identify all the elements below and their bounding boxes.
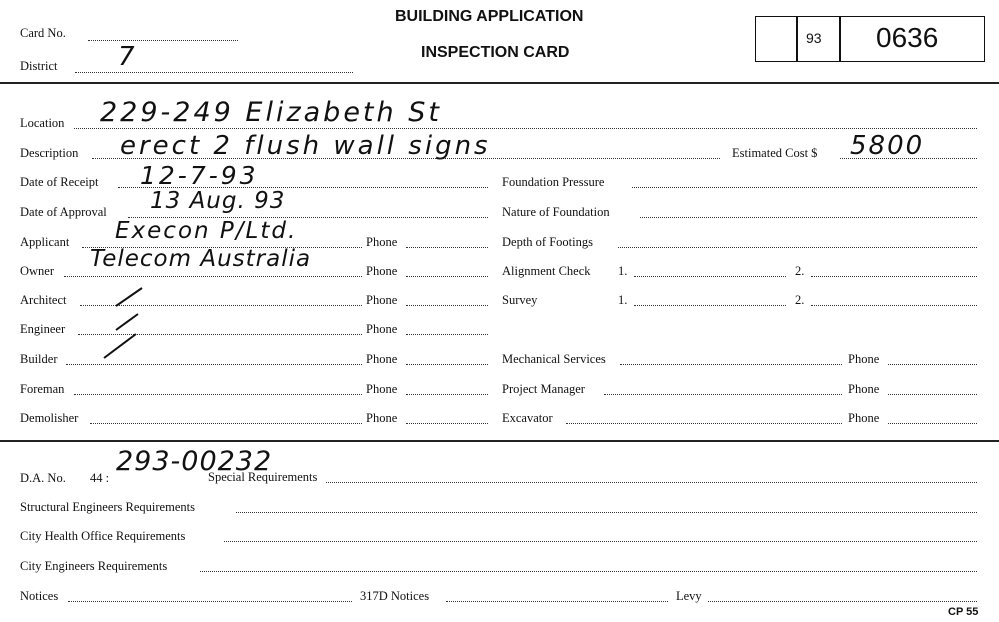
city-health-label: City Health Office Requirements bbox=[20, 529, 186, 543]
applicant-phone-line bbox=[406, 247, 488, 248]
mechanical-services-label: Mechanical Services bbox=[502, 352, 606, 366]
depth-footings-label: Depth of Footings bbox=[502, 235, 593, 249]
description-label: Description bbox=[20, 146, 79, 160]
card-title-line1: BUILDING APPLICATION bbox=[395, 8, 584, 25]
excavator-line bbox=[566, 423, 842, 424]
engineer-phone-line bbox=[406, 334, 488, 335]
architect-label: Architect bbox=[20, 293, 67, 307]
location-label: Location bbox=[20, 116, 65, 130]
owner-phone-line bbox=[406, 276, 488, 277]
levy-label: Levy bbox=[676, 589, 702, 603]
owner-line bbox=[64, 276, 362, 277]
owner-value: Telecom Australia bbox=[90, 246, 312, 272]
nature-foundation-label: Nature of Foundation bbox=[502, 205, 610, 219]
nature-foundation-line bbox=[640, 217, 977, 218]
builder-phone-label: Phone bbox=[366, 352, 398, 366]
alignment-check-label: Alignment Check bbox=[502, 264, 591, 278]
alignment-check-line1 bbox=[634, 276, 786, 277]
city-engineers-label: City Engineers Requirements bbox=[20, 559, 168, 573]
survey-line2 bbox=[811, 305, 977, 306]
survey-line1 bbox=[634, 305, 786, 306]
mechanical-services-phone-label: Phone bbox=[848, 352, 880, 366]
notices-317d-line bbox=[446, 601, 668, 602]
levy-line bbox=[708, 601, 977, 602]
notices-317d-label: 317D Notices bbox=[360, 589, 430, 603]
foreman-phone-label: Phone bbox=[366, 382, 398, 396]
district-label: District bbox=[20, 59, 58, 73]
estimated-cost-value: 5800 bbox=[850, 131, 925, 161]
mechanical-services-phone-line bbox=[888, 364, 977, 365]
date-receipt-value: 12-7-93 bbox=[140, 161, 259, 190]
mechanical-services-line bbox=[620, 364, 842, 365]
form-code: CP 55 bbox=[948, 606, 979, 618]
engineer-phone-label: Phone bbox=[366, 322, 398, 336]
card-number-box bbox=[755, 16, 985, 62]
alignment-check-line2 bbox=[811, 276, 977, 277]
demolisher-label: Demolisher bbox=[20, 411, 79, 425]
da-prefix: 44 : bbox=[90, 471, 110, 485]
owner-label: Owner bbox=[20, 264, 55, 278]
da-no-label: D.A. No. bbox=[20, 471, 66, 485]
card-title-line2: INSPECTION CARD bbox=[421, 44, 570, 61]
card-number: 0636 bbox=[876, 22, 939, 53]
demolisher-phone-label: Phone bbox=[366, 411, 398, 425]
owner-phone-label: Phone bbox=[366, 264, 398, 278]
project-manager-phone-line bbox=[888, 394, 977, 395]
survey-num2: 2. bbox=[795, 293, 805, 307]
foundation-pressure-label: Foundation Pressure bbox=[502, 175, 605, 189]
engineer-label: Engineer bbox=[20, 322, 66, 336]
survey-label: Survey bbox=[502, 293, 538, 307]
foreman-phone-line bbox=[406, 394, 488, 395]
foreman-line bbox=[74, 394, 362, 395]
excavator-phone-label: Phone bbox=[848, 411, 880, 425]
description-value: erect 2 flush wall signs bbox=[120, 131, 491, 161]
da-value: 293-00232 bbox=[116, 446, 273, 477]
applicant-phone-label: Phone bbox=[366, 235, 398, 249]
alignment-check-num1: 1. bbox=[618, 264, 628, 278]
card-no-label: Card No. bbox=[20, 26, 66, 40]
notices-line bbox=[68, 601, 352, 602]
builder-dash-mark bbox=[100, 330, 140, 362]
project-manager-label: Project Manager bbox=[502, 382, 585, 396]
demolisher-phone-line bbox=[406, 423, 488, 424]
demolisher-line bbox=[90, 423, 362, 424]
architect-dash-mark bbox=[112, 284, 146, 310]
foreman-label: Foreman bbox=[20, 382, 65, 396]
estimated-cost-label: Estimated Cost $ bbox=[732, 146, 818, 160]
district-line bbox=[75, 72, 353, 73]
district-value: 7 bbox=[118, 42, 136, 72]
header-divider bbox=[0, 82, 999, 84]
applicant-value: Execon P/Ltd. bbox=[115, 218, 298, 244]
architect-phone-label: Phone bbox=[366, 293, 398, 307]
excavator-phone-line bbox=[888, 423, 977, 424]
city-engineers-line bbox=[200, 571, 977, 572]
alignment-check-num2: 2. bbox=[795, 264, 805, 278]
applicant-label: Applicant bbox=[20, 235, 70, 249]
builder-label: Builder bbox=[20, 352, 58, 366]
structural-line bbox=[236, 512, 977, 513]
year-code: 93 bbox=[806, 30, 822, 46]
section-divider bbox=[0, 440, 999, 442]
project-manager-phone-label: Phone bbox=[848, 382, 880, 396]
location-line bbox=[74, 128, 977, 129]
notices-label: Notices bbox=[20, 589, 59, 603]
structural-label: Structural Engineers Requirements bbox=[20, 500, 195, 514]
builder-line bbox=[66, 364, 362, 365]
date-approval-value: 13 Aug. 93 bbox=[150, 188, 286, 214]
special-requirements-label: Special Requirements bbox=[208, 470, 318, 484]
date-approval-label: Date of Approval bbox=[20, 205, 107, 219]
builder-phone-line bbox=[406, 364, 488, 365]
excavator-label: Excavator bbox=[502, 411, 553, 425]
project-manager-line bbox=[604, 394, 842, 395]
location-value: 229-249 Elizabeth St bbox=[100, 97, 442, 128]
architect-phone-line bbox=[406, 305, 488, 306]
foundation-pressure-line bbox=[632, 187, 977, 188]
date-receipt-label: Date of Receipt bbox=[20, 175, 99, 189]
special-requirements-line bbox=[326, 482, 977, 483]
city-health-line bbox=[224, 541, 977, 542]
depth-footings-line bbox=[618, 247, 977, 248]
survey-num1: 1. bbox=[618, 293, 628, 307]
card-no-line bbox=[88, 40, 238, 41]
